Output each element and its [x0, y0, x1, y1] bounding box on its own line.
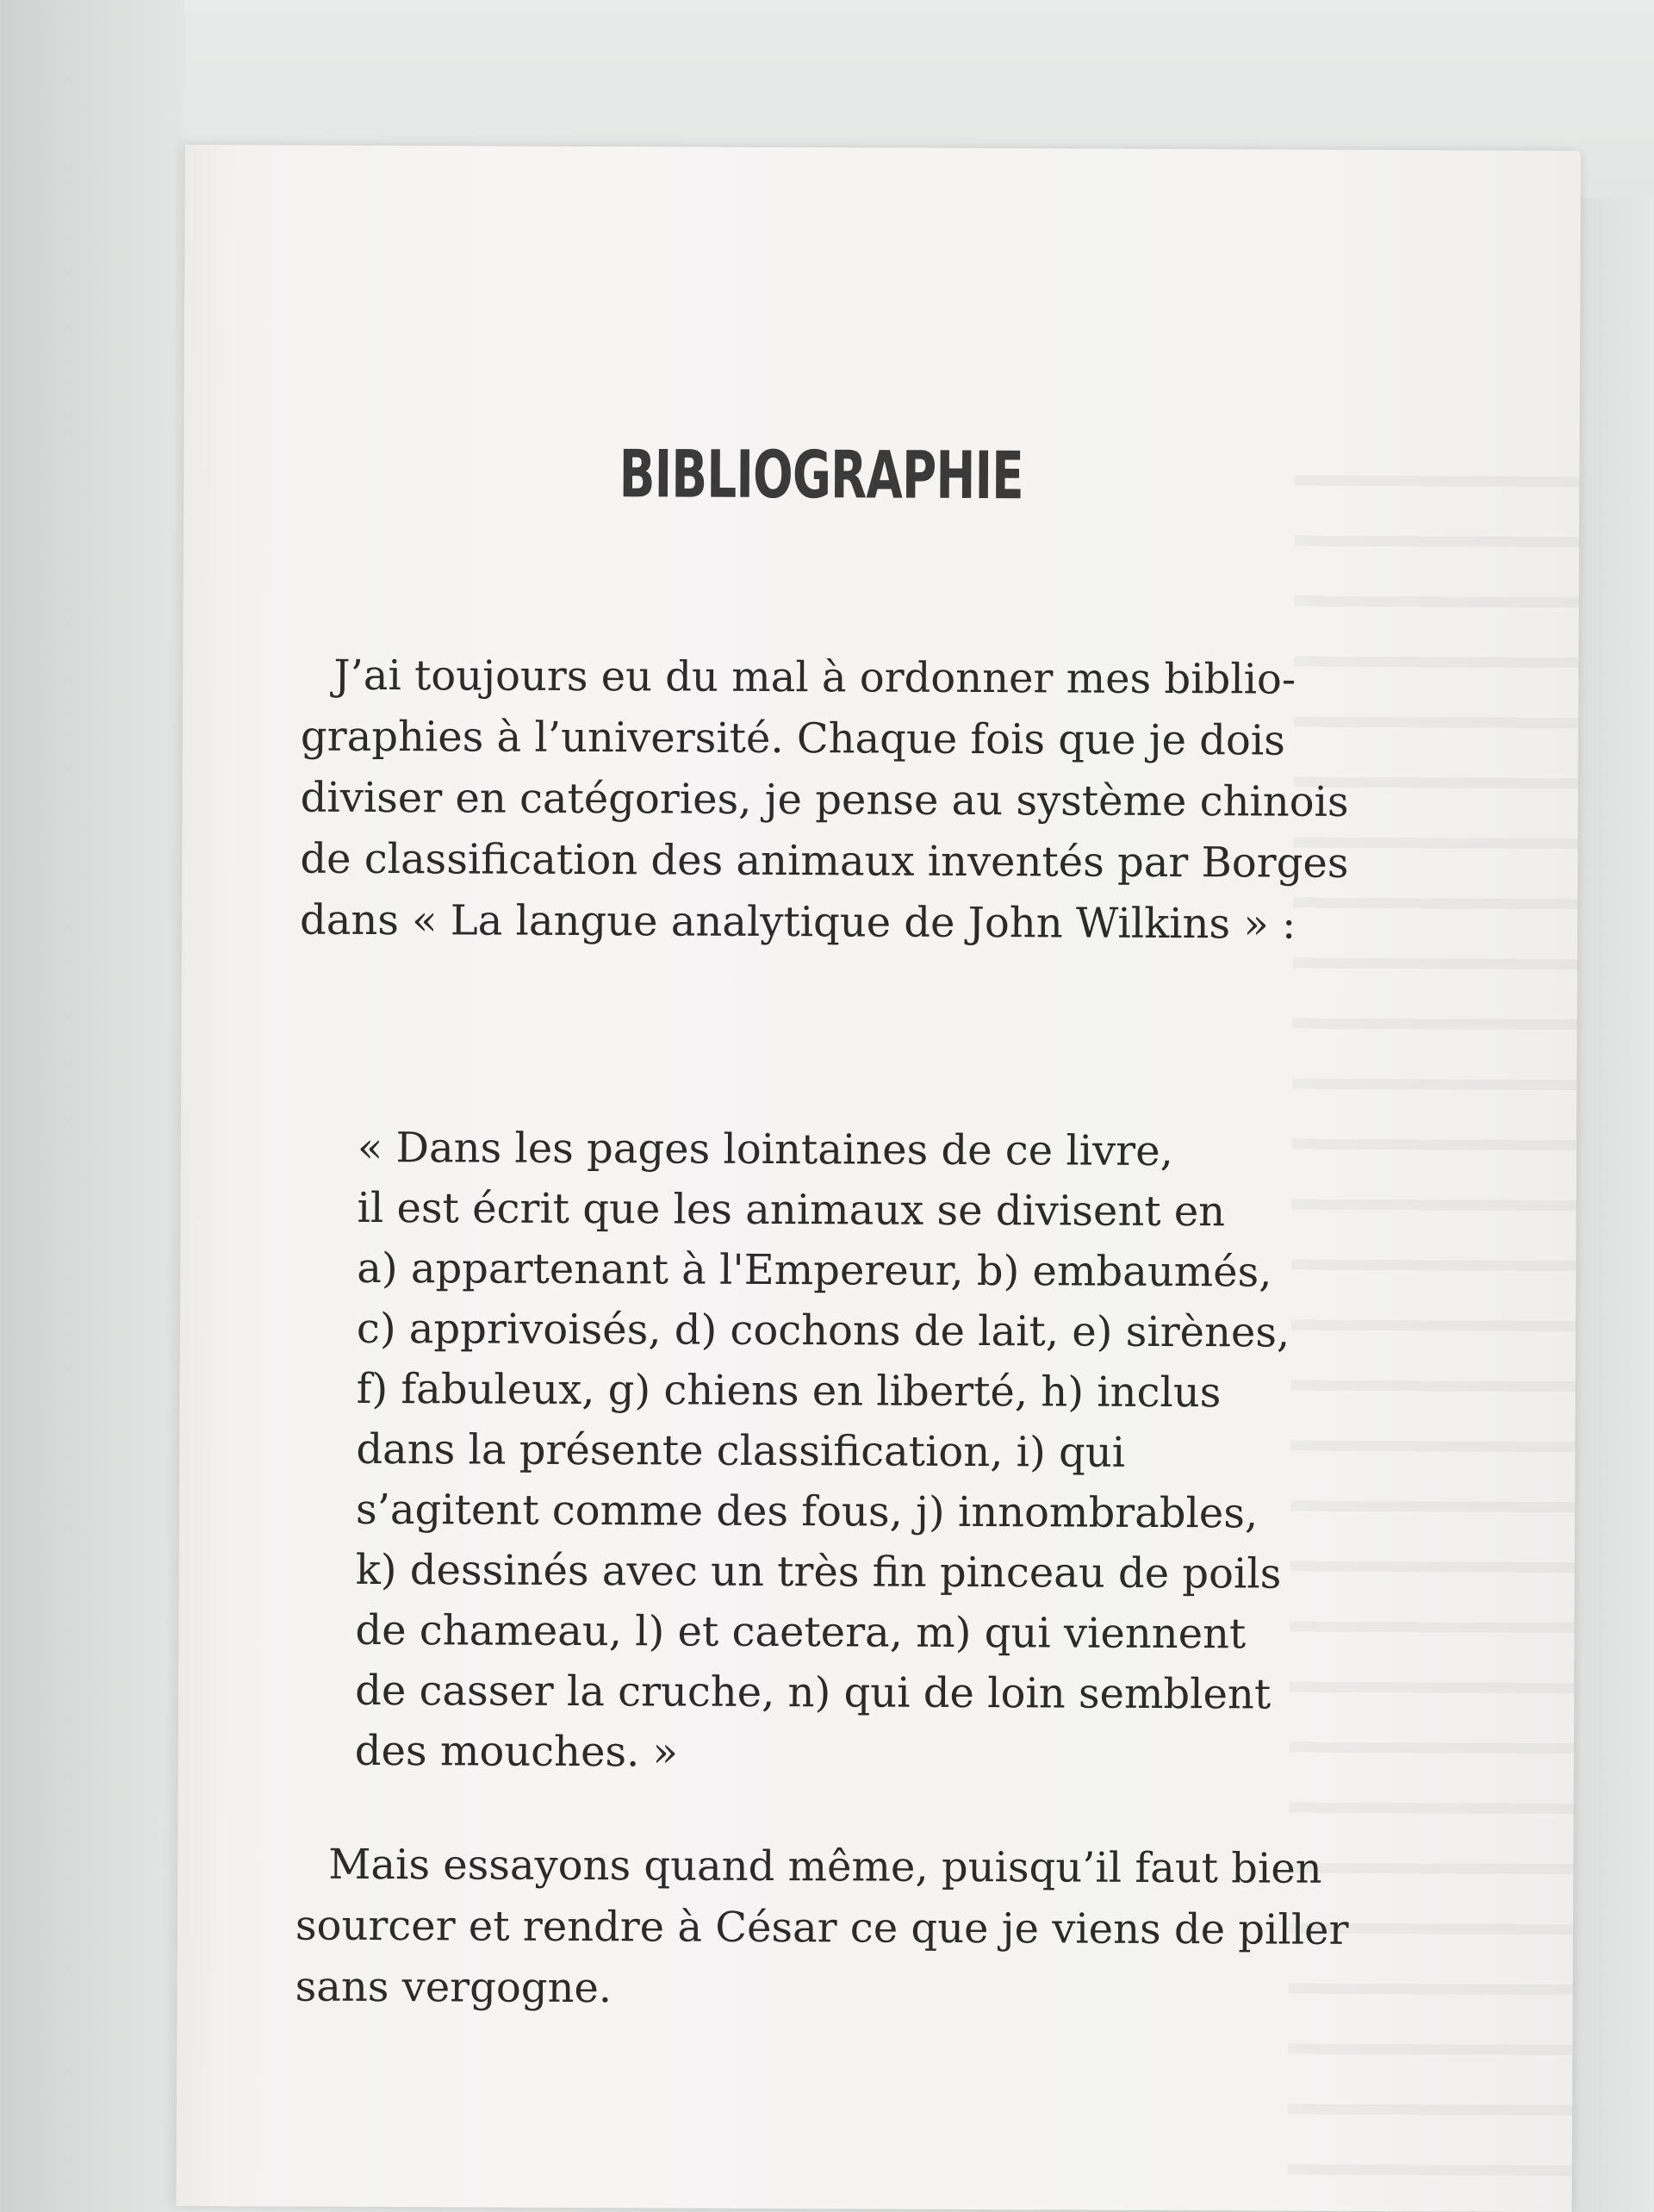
quote-line: c) apprivoisés, d) cochons de lait, e) sirènes,: [356, 1304, 1290, 1357]
intro-line: diviser en catégories, je pense au système chinois: [300, 773, 1349, 826]
outro-line: Mais essayons quand même, puisqu’il faut bien: [328, 1840, 1322, 1893]
outro-line: sourcer et rendre à César ce que je viens de piller: [295, 1901, 1349, 1954]
outro-paragraph: [295, 1835, 1349, 2022]
intro-line: de classification des animaux inventés par Borges: [300, 834, 1349, 888]
outro-line: sans vergogne.: [295, 1962, 612, 2013]
quote-line: k) dessinés avec un très fin pinceau de poils: [355, 1545, 1282, 1598]
quote-line: de casser la cruche, n) qui de loin semblent: [355, 1666, 1272, 1719]
intro-line: dans « La langue analytique de John Wilkins » :: [299, 895, 1296, 949]
book-page: [177, 145, 1581, 2212]
page-title: BIBLIOGRAPHIE: [619, 435, 1024, 514]
quote-line: s’agitent comme des fous, j) innombrables,: [355, 1485, 1259, 1538]
quote-line: a) appartenant à l'Empereur, b) embaumés,: [357, 1243, 1272, 1297]
intro-line: graphies à l’université. Chaque fois que je dois: [300, 712, 1285, 765]
quote-line: « Dans les pages lointaines de ce livre,: [357, 1123, 1173, 1176]
borges-quote: [355, 1118, 1322, 1785]
quote-line: dans la présente classification, i) qui: [356, 1424, 1126, 1477]
intro-line: J’ai toujours eu du mal à ordonner mes biblio-: [333, 651, 1296, 704]
quote-line: des mouches. »: [354, 1726, 679, 1777]
quote-line: de chameau, l) et caetera, m) qui viennent: [355, 1605, 1247, 1659]
intro-paragraph: [299, 645, 1349, 956]
quote-line: il est écrit que les animaux se divisent en: [357, 1183, 1226, 1237]
quote-line: f) fabuleux, g) chiens en liberté, h) inclus: [356, 1364, 1222, 1418]
